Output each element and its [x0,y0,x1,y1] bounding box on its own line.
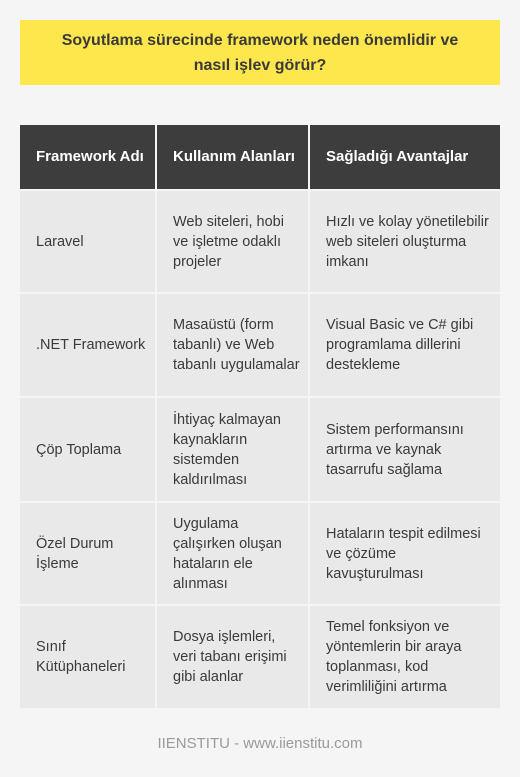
cell-framework-name: Sınıf Kütüphaneleri [20,605,156,708]
cell-advantages: Sistem performansını artırma ve kaynak tasarrufu sağlama [309,397,500,502]
header-advantages: Sağladığı Avantajlar [309,125,500,190]
page-title: Soyutlama sürecinde framework neden önemlidir ve nasıl işlev görür? [61,31,459,74]
table-row [20,502,500,605]
cell-framework-name: Özel Durum İşleme [20,502,156,605]
cell-usage-areas: Web siteleri, hobi ve işletme odaklı projeler [156,190,309,293]
table-row [20,293,500,397]
cell-framework-name: Çöp Toplama [20,397,156,502]
title-banner [20,20,500,85]
cell-usage-areas: Uygulama çalışırken oluşan hataların ele alınması [156,502,309,605]
cell-usage-areas: Masaüstü (form tabanlı) ve Web tabanlı uygulamalar [156,293,309,397]
cell-framework-name: .NET Framework [20,293,156,397]
header-usage-areas: Kullanım Alanları [156,125,309,190]
cell-advantages: Hızlı ve kolay yönetilebilir web siteleri oluşturma imkanı [309,190,500,293]
cell-advantages: Temel fonksiyon ve yöntemlerin bir araya toplanması, kod verimliliğini artırma [309,605,500,708]
cell-usage-areas: İhtiyaç kalmayan kaynakların sistemden kaldırılması [156,397,309,502]
cell-advantages: Visual Basic ve C# gibi programlama dillerini destekleme [309,293,500,397]
cell-framework-name: Laravel [20,190,156,293]
cell-advantages: Hataların tespit edilmesi ve çözüme kavuşturulması [309,502,500,605]
table-row [20,397,500,502]
table-row [20,605,500,708]
footer-credit: IIENSTITU - www.iienstitu.com [157,735,363,752]
table-header-row [20,125,500,190]
header-framework-name: Framework Adı [20,125,156,190]
table-row [20,190,500,293]
cell-usage-areas: Dosya işlemleri, veri tabanı erişimi gibi alanlar [156,605,309,708]
framework-table [20,125,500,708]
